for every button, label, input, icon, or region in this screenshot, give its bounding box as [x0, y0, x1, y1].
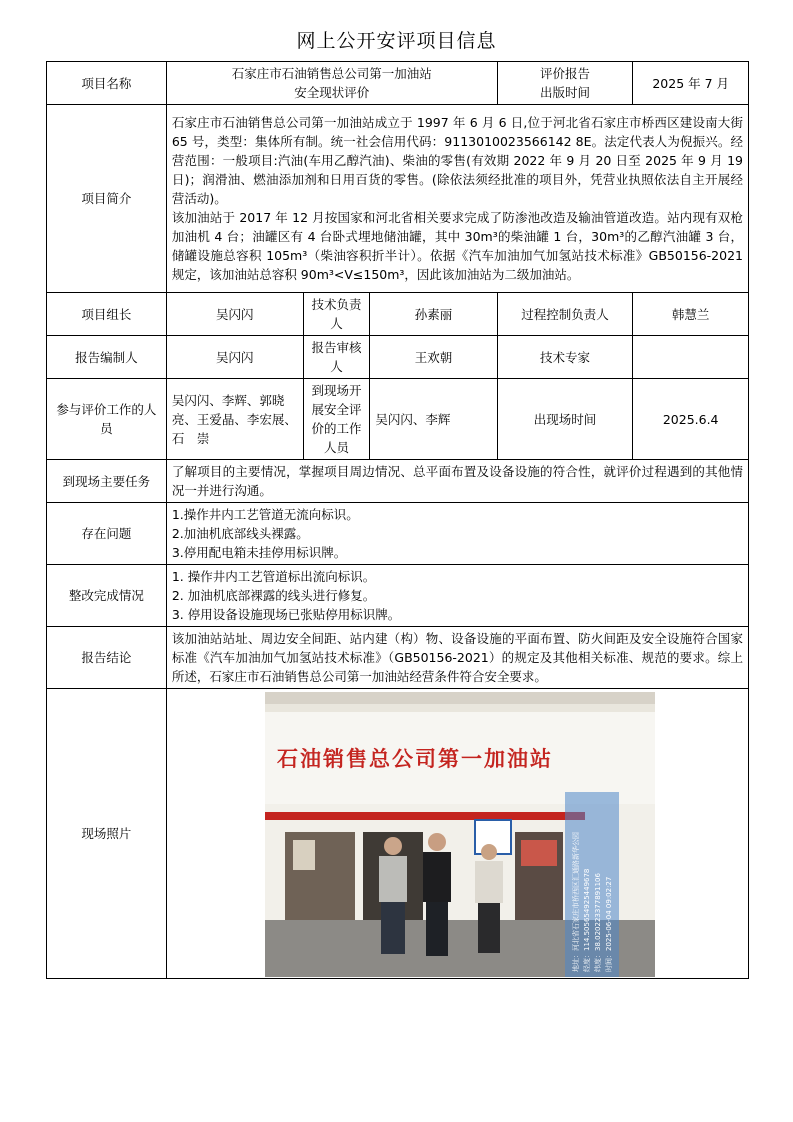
project-name-value: [166, 62, 497, 105]
window-left: [293, 840, 315, 870]
site-photo: [265, 692, 655, 977]
watermark-line-2: 经度：114.505654925449678: [582, 868, 591, 972]
photo-cell: [166, 689, 748, 979]
person-3-trousers: [478, 903, 500, 953]
red-stripe: [265, 812, 585, 820]
intro-para-2: 该加油站于 2017 年 12 月按国家和河北省相关要求完成了防渗池改造及输油管道改造。站内现有双枪加油机 4 台；油罐区有 4 台卧式埋地储油罐，其中 30m³的柴油罐 1 台，30m³的乙醇汽油罐 3 台，储罐设施总容积 105m³（柴油容积折半计）。依据《汽车加油加气加氢站技术标准》GB50156-2021 规定，该加油站总容积 90m³<V≤150m³，因此该加油站为二级加油站。: [171, 210, 743, 282]
person-1-trousers: [381, 902, 405, 954]
rectification-label: 整改完成情况: [47, 565, 167, 627]
problems-list: [166, 503, 748, 565]
report-time-value: 2025 年 7 月: [633, 62, 749, 105]
intro-label: 项目简介: [47, 105, 167, 293]
intro-para-1: 石家庄市石油销售总公司第一加油站成立于 1997 年 6 月 6 日,位于河北省石家庄市桥西区建设南大街 65 号，类型：集体所有制。统一社会信用代码：9113010023566142 8E。法定代表人为倪振兴。经营范围：一般项目:汽油(车用乙醇汽油)、柴油的零售(有效期 2022 年 9 月 20 日至 2025 年 9 月 19 日)；润滑油、燃油添加剂和日用百货的零售。(除依法须经批准的项目外，凭营业执照依法自主开展经营活动)。: [171, 115, 743, 206]
expert-label: 技术专家: [497, 336, 633, 379]
leader-label: 项目组长: [47, 293, 167, 336]
problem-item-1: 1.操作井内工艺管道无流向标识。: [171, 507, 359, 522]
project-name-label: 项目名称: [47, 62, 167, 105]
onsite-time-value: 2025.6.4: [633, 379, 749, 460]
report-time-label-line2: 出版时间: [540, 85, 591, 100]
participants-label: 参与评价工作的人员: [47, 379, 167, 460]
page-title: 网上公开安评项目信息: [296, 30, 497, 52]
conclusion-value: 该加油站站址、周边安全间距、站内建（构）物、设备设施的平面布置、防火间距及安全设施符合国家标准《汽车加油加气加氢站技术标准》（GB50156-2021）的规定及其他相关标准、规范的要求。综上所述，石家庄市石油销售总公司第一加油站经营条件符合安全要求。: [166, 627, 748, 689]
reviewer-label: 报告审核人: [303, 336, 370, 379]
person-2-shirt: [423, 852, 451, 902]
tech-value: 孙素丽: [370, 293, 497, 336]
problem-item-2: 2.加油机底部线头裸露。: [171, 526, 309, 541]
site-photo-drawing: [265, 692, 655, 977]
leader-value: 吴闪闪: [166, 293, 303, 336]
task-label: 到现场主要任务: [47, 460, 167, 503]
sign-text: 石油销售总公司第一加油站: [276, 747, 553, 771]
report-time-label: [497, 62, 633, 105]
window-right: [521, 840, 557, 866]
author-label: 报告编制人: [47, 336, 167, 379]
person-1-head: [384, 837, 402, 855]
person-1-shirt: [379, 856, 407, 902]
problems-label: 存在问题: [47, 503, 167, 565]
rectification-list: [166, 565, 748, 627]
reviewer-value: 王欢朝: [370, 336, 497, 379]
intro-value: [166, 105, 748, 293]
watermark-line-3: 纬度：38.020223377891106: [593, 873, 602, 972]
info-table: [46, 61, 749, 979]
problem-item-3: 3.停用配电箱未挂停用标识牌。: [171, 545, 347, 560]
onsite-staff-value: 吴闪闪、李辉: [370, 379, 497, 460]
person-3-shirt: [475, 861, 503, 903]
onsite-staff-label: 到现场开展安全评价的工作人员: [303, 379, 370, 460]
project-name-line1: 石家庄市石油销售总公司第一加油站: [231, 66, 432, 81]
rectification-item-2: 2. 加油机底部裸露的线头进行修复。: [171, 588, 376, 603]
report-time-label-line1: 评价报告: [540, 66, 591, 81]
canopy-edge: [265, 692, 655, 704]
rectification-item-1: 1. 操作井内工艺管道标出流向标识。: [171, 569, 376, 584]
expert-value: [633, 336, 749, 379]
project-name-line2: 安全现状评价: [294, 85, 370, 100]
watermark-line-1: 地址：河北省石家庄市桥西区汇通路新华公园: [571, 832, 580, 972]
person-2-trousers: [426, 902, 448, 956]
process-value: 韩慧兰: [633, 293, 749, 336]
task-value: 了解项目的主要情况，掌握项目周边情况、总平面布置及设备设施的符合性，就评价过程遇到的其他情况一并进行沟通。: [166, 460, 748, 503]
onsite-time-label: 出现场时间: [497, 379, 633, 460]
person-2-head: [428, 833, 446, 851]
tech-label: 技术负责人: [303, 293, 370, 336]
conclusion-label: 报告结论: [47, 627, 167, 689]
author-value: 吴闪闪: [166, 336, 303, 379]
rectification-item-3: 3. 停用设备设施现场已张贴停用标识牌。: [171, 607, 401, 622]
participants-value: 吴闪闪、李辉、郭晓亮、王爱晶、李宏展、石 崇: [166, 379, 303, 460]
process-label: 过程控制负责人: [497, 293, 633, 336]
photo-label: 现场照片: [47, 689, 167, 979]
person-3-head: [481, 844, 497, 860]
watermark-line-4: 时间：2025-06-04 09:02:27: [604, 876, 613, 972]
